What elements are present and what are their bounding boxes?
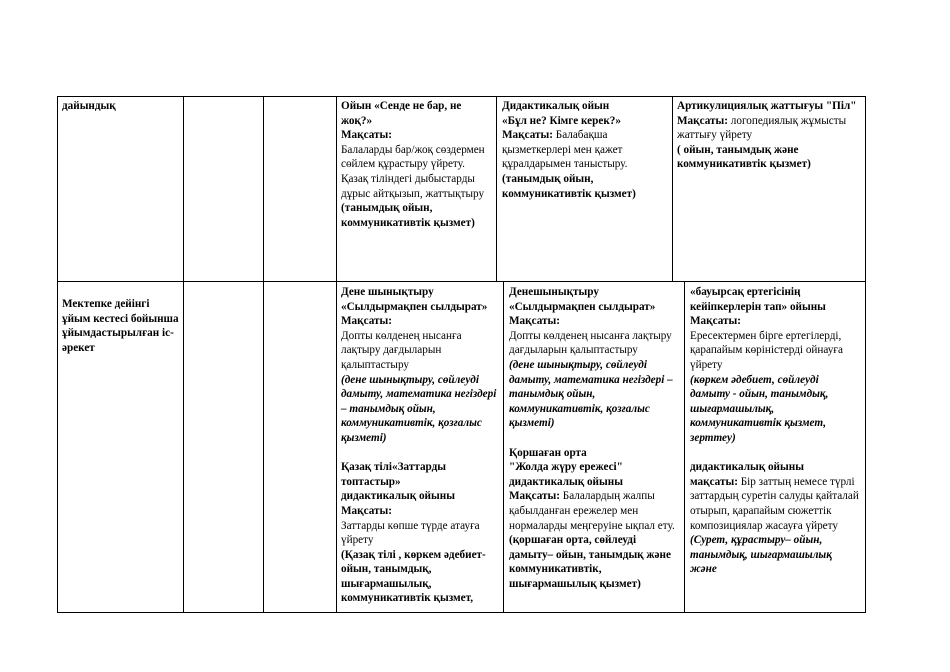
row-label [62, 297, 180, 355]
table-border-left [57, 96, 58, 613]
paragraph-lead: мақсаты: [690, 475, 741, 488]
cell-paragraph: Қоршаған орта [509, 446, 587, 459]
cell-paragraph: (Сурет, құрастыру– ойын, танымдық, шығармашылық және [690, 534, 832, 576]
table-cell [677, 99, 861, 172]
cell-paragraph: Мақсаты: [690, 315, 741, 328]
column-divider [183, 96, 184, 613]
table-border-bottom [57, 612, 866, 613]
cell-paragraph [690, 475, 860, 533]
paragraph-body: Балабақша қызметкерлері мен қажет құралдарымен таныстыру. [502, 129, 628, 171]
table-cell [690, 285, 860, 577]
paragraph-lead: Мақсаты: [502, 129, 556, 142]
cell-paragraph: Мақсаты: [341, 504, 392, 517]
cell-paragraph: ( ойын, танымдық және коммуникативтік қызмет) [677, 143, 811, 171]
cell-paragraph: «Сылдырмақпен сылдырат» [509, 300, 656, 313]
row-label [62, 99, 180, 114]
cell-paragraph: Мақсаты: [509, 315, 560, 328]
row-label-text: Мектепке дейінгі ұйым кестесі бойынша ұйымдастырылған іс-әрекет [62, 298, 179, 354]
row-label-text: дайындық [62, 100, 116, 112]
table-cell [341, 99, 491, 230]
paragraph-gap [509, 431, 679, 446]
paragraph-body: Бір заттың немесе түрлі заттардың суретін салуды қайталай отырып, қарапайым сюжеттік композициялар жасауға үйрету [690, 475, 859, 532]
cell-paragraph [502, 128, 668, 172]
cell-paragraph: (танымдық ойын, коммуникативтік қызмет) [341, 202, 475, 229]
column-divider [496, 96, 497, 281]
column-divider [684, 281, 685, 612]
cell-paragraph: Допты көлденең нысанға лақтыру дағдыларын қалыптастыру [509, 329, 672, 357]
paragraph-lead: Мақсаты: [509, 490, 563, 503]
cell-paragraph: «бауырсақ ертегісінің кейіпкерлерін тап» ойыны [690, 286, 826, 313]
column-divider [263, 96, 264, 613]
cell-paragraph: (танымдық ойын, коммуникативтік қызмет) [502, 172, 636, 200]
column-divider [336, 96, 337, 613]
cell-paragraph: (көркем әдебиет, сөйлеуді дамыту - ойын, танымдық, шығармашылық, коммуникативтік қызмет, зерттеу) [690, 373, 829, 444]
cell-paragraph: Ойын «Сенде не бар, не жоқ?» [341, 100, 462, 127]
cell-paragraph: "Жолда жүру ережесі" дидактикалық ойыны [509, 461, 623, 488]
paragraph-body: Балалардың жалпы қабылданған ережелер мен нормаларды меңгеруіне ықпал ету. [509, 490, 675, 532]
cell-paragraph: Балаларды бар/жоқ сөздермен сөйлем құрастыру үйрету. [341, 143, 485, 171]
paragraph-gap [690, 446, 860, 461]
row-divider [57, 281, 866, 282]
cell-paragraph: дидактикалық ойыны [341, 490, 455, 503]
column-divider [503, 281, 504, 612]
cell-paragraph: Денешынықтыру [509, 286, 599, 298]
cell-paragraph: Ересектермен бірге ертегілерді, қарапайым көріністерді ойнауға үйрету [690, 329, 843, 371]
cell-paragraph: «Бұл не? Кімге керек?» [502, 114, 621, 127]
table-border-right [865, 96, 866, 613]
cell-paragraph: (дене шынықтыру, сөйлеуді дамыту, математика негіздері – танымдық ойын, коммуникативтік, қозғалыс қызметі) [509, 358, 673, 430]
cell-paragraph: (Қазақ тілі , көркем әдебиет- ойын, танымдық, шығармашылық, коммуникативтік қызмет, [341, 548, 486, 605]
cell-paragraph: «Сылдырмақпен сылдырат» [341, 300, 488, 313]
paragraph-body: логопедиялық жұмысты жаттығу үйрету [677, 114, 847, 142]
table-cell [502, 99, 668, 201]
table-cell [509, 285, 679, 591]
cell-paragraph: Заттарды көпше түрде атауға үйрету [341, 519, 480, 547]
cell-paragraph: (қоршаған орта, сөйлеуді дамыту– ойын, танымдық және коммуникативтік, шығармашылық қызмет) [509, 534, 671, 590]
cell-paragraph: Дидактикалық ойын [502, 100, 610, 112]
cell-paragraph: Мақсаты: [341, 129, 392, 142]
column-divider [672, 96, 673, 281]
cell-paragraph: Артикулициялық жаттығуы "Піл" [677, 100, 857, 112]
table-cell [341, 285, 499, 606]
cell-paragraph [509, 489, 679, 533]
cell-paragraph: (дене шынықтыру, сөйлеуді дамыту, математика негіздері – танымдық ойын, коммуникативтік, қозғалыс қызметі) [341, 373, 497, 444]
paragraph-gap [341, 446, 499, 461]
cell-paragraph: Дене шынықтыру [341, 286, 434, 298]
paragraph-lead: Мақсаты: [677, 114, 731, 127]
table-border-top [57, 96, 866, 97]
cell-paragraph: Қазақ тіліндегі дыбыстарды дұрыс айтқызып, жаттықтыру [341, 172, 485, 200]
cell-paragraph [677, 114, 861, 143]
cell-paragraph: дидактикалық ойыны [690, 461, 804, 474]
cell-paragraph: Қазақ тілі«Заттарды топтастыр» [341, 461, 447, 488]
cell-paragraph: Допты көлденең нысанға лақтыру дағдыларын қалыптастыру [341, 329, 462, 371]
cell-paragraph: Мақсаты: [341, 315, 392, 328]
